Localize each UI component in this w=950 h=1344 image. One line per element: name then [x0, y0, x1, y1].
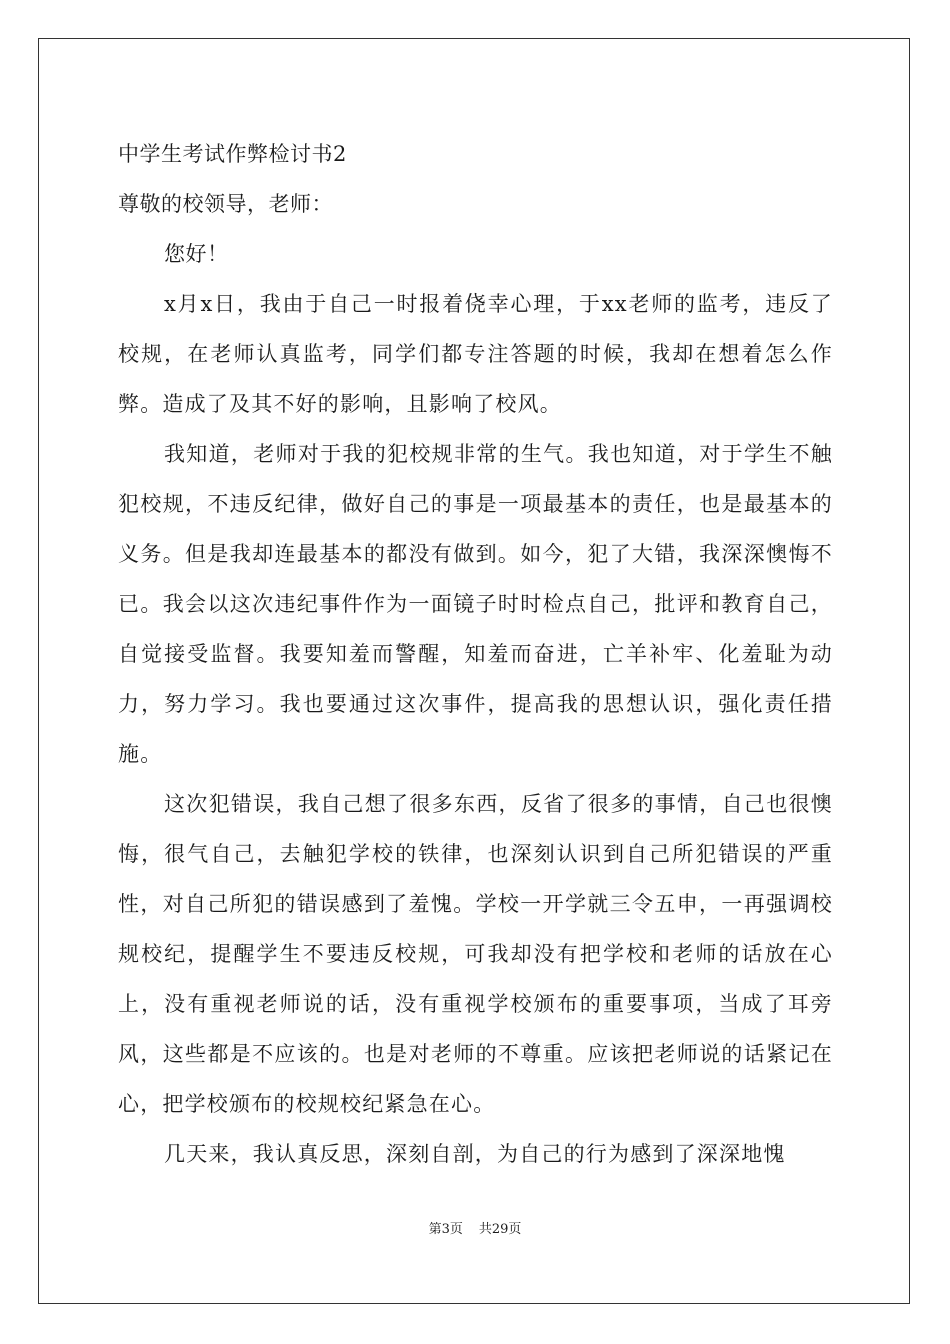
document-body	[118, 129, 833, 1179]
paragraph: 我知道，老师对于我的犯校规非常的生气。我也知道，对于学生不触犯校规，不违反纪律，做好自己的事是一项最基本的责任，也是最基本的义务。但是我却连最基本的都没有做到。如今，犯了大错，我深深懊悔不已。我会以这次违纪事件作为一面镜子时时检点自己，批评和教育自己，自觉接受监督。我要知羞而警醒，知羞而奋进，亡羊补牢、化羞耻为动力，努力学习。我也要通过这次事件，提高我的思想认识，强化责任措施。	[118, 442, 833, 766]
salutation: 尊敬的校领导，老师：	[118, 192, 333, 216]
page-total: 共29页	[478, 1222, 522, 1237]
document-title: 中学生考试作弊检讨书2	[118, 142, 347, 166]
paragraph: 几天来，我认真反思，深刻自剖，为自己的行为感到了深深地愧	[164, 1142, 786, 1166]
paragraph: 这次犯错误，我自己想了很多东西，反省了很多的事情，自己也很懊悔，很气自己，去触犯学校的铁律，也深刻认识到自己所犯错误的严重性，对自己所犯的错误感到了羞愧。学校一开学就三令五申，一再强调校规校纪，提醒学生不要违反校规，可我却没有把学校和老师的话放在心上，没有重视老师说的话，没有重视学校颁布的重要事项，当成了耳旁风，这些都是不应该的。也是对老师的不尊重。应该把老师说的话紧记在心，把学校颁布的校规校纪紧急在心。	[118, 792, 833, 1116]
paragraph: x月x日，我由于自己一时报着侥幸心理，于xx老师的监考，违反了校规，在老师认真监考，同学们都专注答题的时候，我却在想着怎么作弊。造成了及其不好的影响，且影响了校风。	[118, 292, 833, 416]
page-footer	[0, 1218, 950, 1237]
greeting: 您好！	[164, 242, 229, 266]
page-number: 第3页	[428, 1222, 463, 1237]
